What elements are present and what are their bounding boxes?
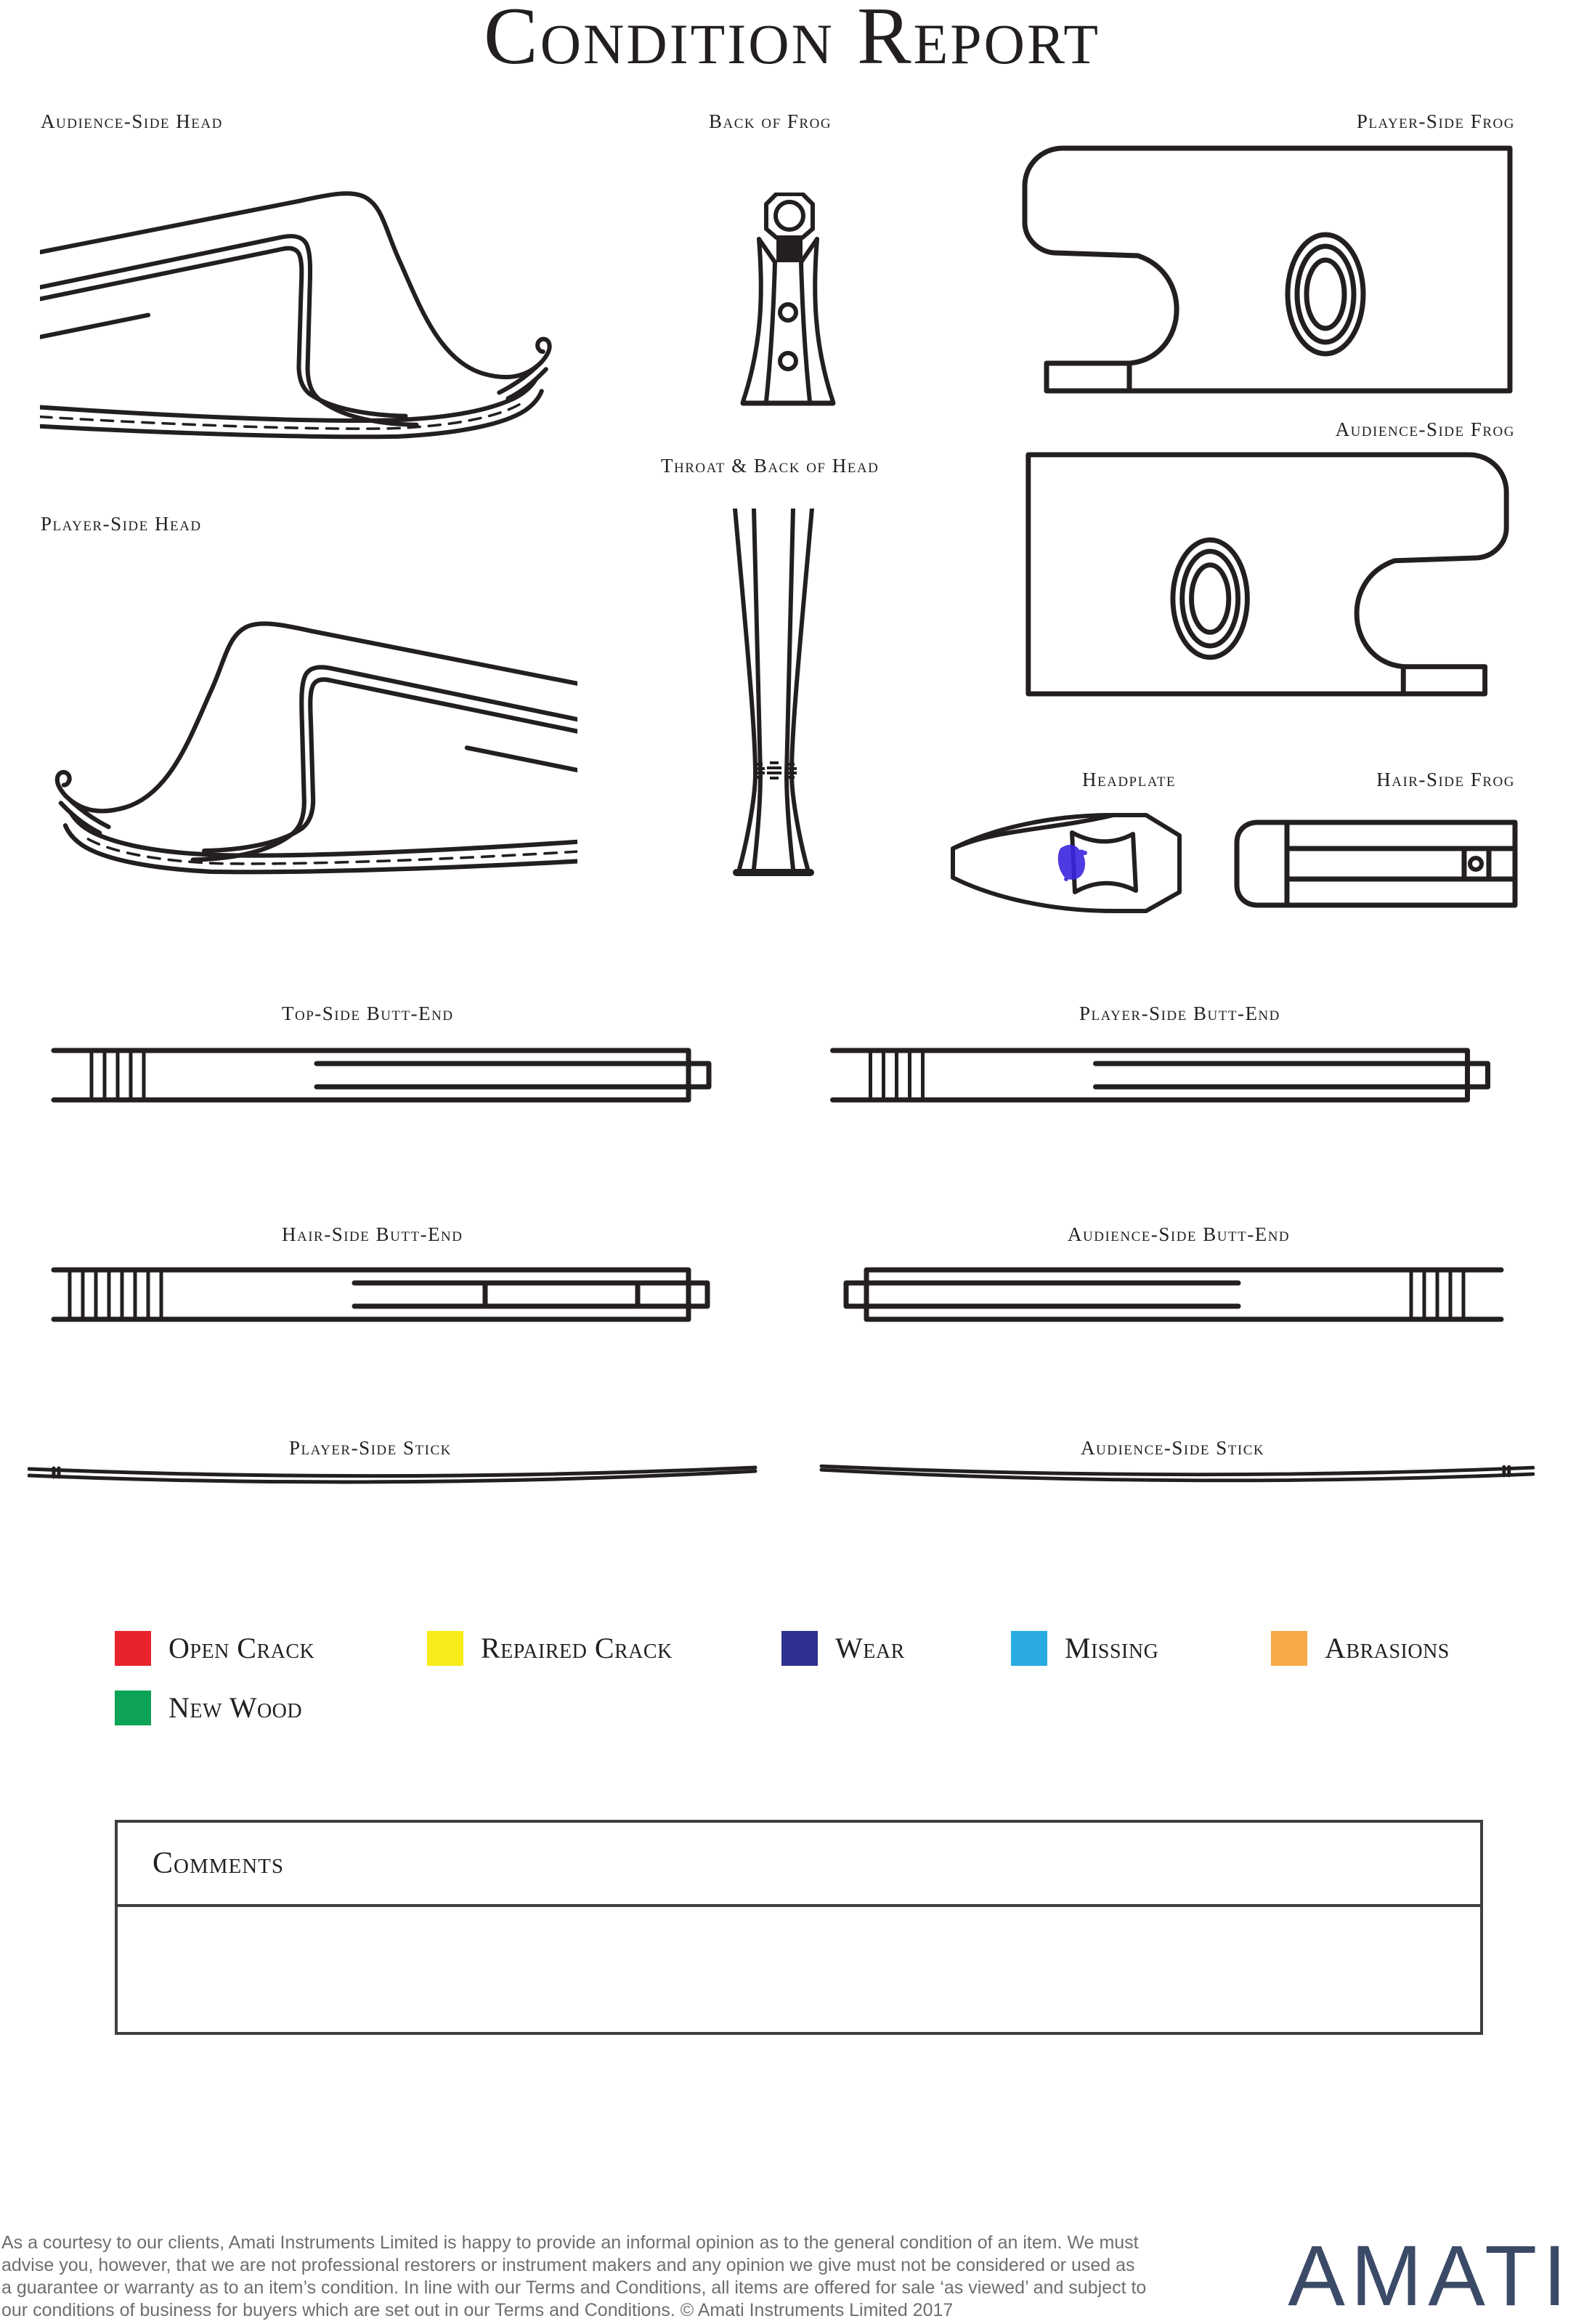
back-of-frog-drawing bbox=[737, 193, 839, 407]
legend-label: New Wood bbox=[168, 1691, 303, 1724]
hair-side-frog-drawing bbox=[1233, 819, 1518, 908]
amati-logo: AMATI bbox=[1288, 2228, 1572, 2324]
footer-line: our conditions of business for buyers which are set out in our Terms and Conditions. © Amati Instruments Limited 2017 bbox=[1, 2300, 954, 2320]
audience-side-butt-end-drawing bbox=[826, 1264, 1509, 1325]
wear-swatch bbox=[781, 1631, 818, 1666]
label-player-side-frog: Player-Side Frog bbox=[1356, 110, 1515, 132]
comments-box bbox=[115, 1820, 1483, 2035]
label-throat-back-of-head: Throat & Back of Head bbox=[661, 455, 880, 477]
legend-label: Abrasions bbox=[1325, 1632, 1450, 1664]
label-headplate: Headplate bbox=[1082, 769, 1177, 790]
audience-side-frog-drawing bbox=[1020, 452, 1514, 699]
frog-screw-block bbox=[776, 236, 803, 262]
audience-side-stick-drawing bbox=[819, 1463, 1535, 1486]
audience-side-head-drawing bbox=[40, 142, 566, 447]
repaired-crack-swatch bbox=[427, 1631, 463, 1666]
legend-label: Open Crack bbox=[168, 1632, 315, 1664]
comments-label: Comments bbox=[153, 1847, 285, 1880]
label-audience-side-frog: Audience-Side Frog bbox=[1335, 418, 1515, 440]
new-wood-swatch bbox=[115, 1691, 151, 1725]
headplate-drawing bbox=[950, 805, 1193, 923]
missing-swatch bbox=[1011, 1631, 1047, 1666]
page-title: Condition Report bbox=[484, 0, 1100, 81]
label-top-side-butt-end: Top-Side Butt-End bbox=[282, 1003, 454, 1024]
comments-header bbox=[118, 1823, 1480, 1907]
label-back-of-frog: Back of Frog bbox=[709, 110, 832, 132]
legend-label: Wear bbox=[835, 1632, 905, 1664]
label-hair-side-butt-end: Hair-Side Butt-End bbox=[282, 1223, 463, 1245]
footer-line: As a courtesy to our clients, Amati Instruments Limited is happy to provide an informal opinion as to the general condition of an item. We must bbox=[1, 2232, 1139, 2253]
player-side-frog-drawing bbox=[1020, 145, 1514, 396]
player-side-stick-drawing bbox=[28, 1465, 758, 1488]
legend-label: Missing bbox=[1065, 1632, 1159, 1664]
hair-side-butt-end-drawing bbox=[49, 1264, 721, 1325]
throat-back-of-head-drawing bbox=[726, 509, 821, 880]
label-audience-side-head: Audience-Side Head bbox=[41, 110, 223, 132]
label-player-side-stick: Player-Side Stick bbox=[289, 1437, 452, 1459]
footer-line: advise you, however, that we are not professional restorers or instrument makers and any opinion we give must not be considered or used as bbox=[1, 2255, 1135, 2275]
label-audience-side-butt-end: Audience-Side Butt-End bbox=[1068, 1223, 1291, 1245]
player-side-butt-end-drawing bbox=[826, 1045, 1506, 1106]
comments-input-area[interactable] bbox=[118, 1907, 1480, 2035]
footer-line: a guarantee or warranty as to an item’s condition. In line with our Terms and Conditions, all items are offered for sale ‘as viewed’ and subject to bbox=[1, 2278, 1147, 2298]
label-player-side-butt-end: Player-Side Butt-End bbox=[1079, 1003, 1280, 1024]
legend-label: Repaired Crack bbox=[481, 1632, 673, 1664]
footer-disclaimer bbox=[1, 2232, 1193, 2322]
label-audience-side-stick: Audience-Side Stick bbox=[1081, 1437, 1265, 1459]
open-crack-swatch bbox=[115, 1631, 151, 1666]
top-side-butt-end-drawing bbox=[49, 1045, 725, 1106]
label-player-side-head: Player-Side Head bbox=[41, 513, 202, 535]
abrasions-swatch bbox=[1271, 1631, 1307, 1666]
player-side-head-drawing bbox=[40, 563, 577, 890]
label-hair-side-frog: Hair-Side Frog bbox=[1376, 769, 1515, 790]
headplate-wear-mark bbox=[1058, 845, 1087, 881]
